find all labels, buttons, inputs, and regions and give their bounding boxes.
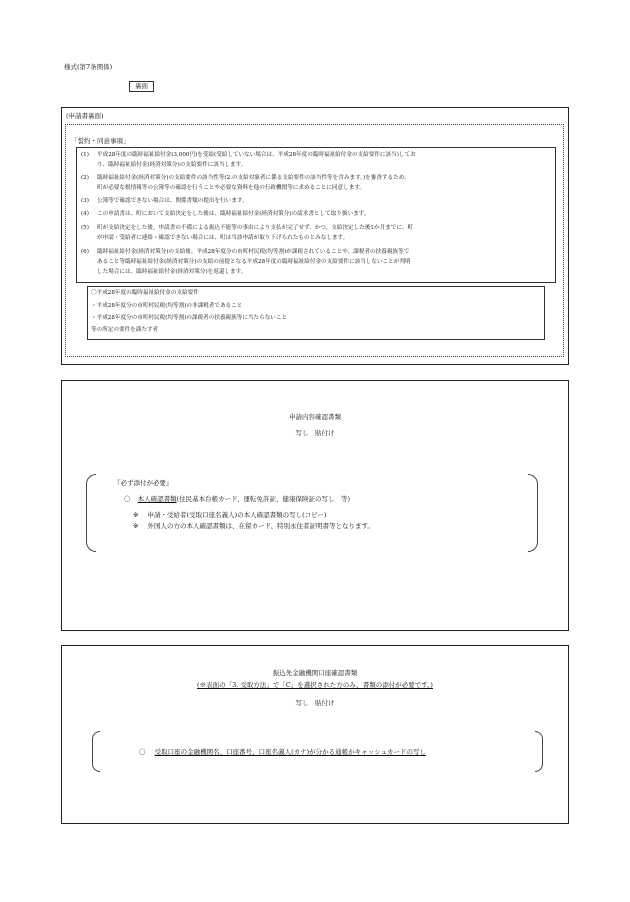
item-number: (3) [81, 198, 89, 204]
requirement-line: 等の所定の要件を満たす者 [91, 327, 159, 333]
item-text: あること等臨時福祉給付金(経済対策分)の支給の前提となる平成28年度の臨時福祉給付金の支給要件に該当しないことが判明 [97, 259, 411, 265]
form-label: 様式(第7条関係) [64, 63, 113, 71]
note-mark: ※ [133, 511, 139, 519]
terms-list [76, 147, 556, 283]
document-item [124, 496, 350, 503]
note [133, 512, 326, 519]
item-text: り、臨時福祉給付金(経済対策分)の支給要件に該当します。 [97, 162, 247, 168]
requirement-line: ・平成28年度分の市町村民税(均等割)の非課税者であること [91, 303, 243, 309]
requirements-box [87, 286, 545, 340]
circle-bullet: 〇 [139, 748, 146, 756]
right-bracket [535, 731, 543, 772]
circle-bullet: 〇 [124, 495, 131, 503]
document-name: 本人確認書類 [137, 495, 177, 503]
paste-label: 写し 貼付け [295, 699, 335, 707]
item-text: この申請書は、町において支給決定をした後は、臨時福祉給付金(経済対策分)の請求書として取り扱います。 [97, 211, 370, 217]
note-mark: ※ [133, 522, 139, 530]
section-subtitle: (※表面の「3. 受取方法」で「C」を選択された方のみ、書類の添付が必要です。) [197, 681, 433, 689]
item-number: (5) [81, 225, 89, 231]
item-text: 町が支給決定をした後、申請書の不備による振込不能等の事由により支払が完了せず、かつ、支給決定した後1か月までに、町 [97, 225, 414, 231]
note-text: 申請・受給者(受取口座名義人)の本人確認書類の写し(コピー) [147, 511, 327, 519]
bank-document-text: 受取口座の金融機関名、口座番号、口座名義人(カナ)が分かる通帳かキャッシュカードの写し [154, 748, 427, 756]
section-title: 振込先金融機関口座確認書類 [272, 669, 358, 677]
paste-label: 写し 貼付け [295, 429, 335, 437]
note-text: 外国人の方の本人確認書類は、在留カード、特別永住者証明書等となります。 [147, 522, 374, 530]
item-text: 公簿等で確認できない場合は、関係書類の提出を行います。 [97, 198, 248, 204]
item-text: が申請・受給者に連絡・確認できない場合には、町は当該申請が取り下げられたものとみなします。 [97, 235, 349, 241]
item-text: 町が必要な税情報等の公簿等の確認を行うことや必要な資料を他の行政機関等に求めることに同意します。 [97, 185, 366, 191]
side-badge: 裏面 [129, 81, 154, 92]
item-text: した場合には、臨時福祉給付金(経済対策分)を返還します。 [97, 269, 247, 275]
right-bracket [528, 474, 538, 552]
document-detail: (住民基本台帳カード、運転免許証、健康保険証の写し 等) [176, 495, 351, 503]
item-number: (4) [81, 211, 89, 217]
item-number: (1) [81, 152, 89, 158]
item-text: 臨時福祉給付金(経済対策分)の支給要件の該当性等(2.の支給対象者に係る支給要件の該当性等を含みます。)を審査するため、 [97, 175, 410, 181]
document-item [139, 749, 426, 756]
section-title: 申請内容確認書類 [289, 413, 341, 421]
item-number: (6) [81, 249, 89, 255]
item-number: (2) [81, 175, 89, 181]
pledge-heading: 「誓約・同意事項」 [71, 137, 130, 145]
item-text: 臨時福祉給付金(経済対策分)の支給後、平成28年度分の市町村民税(均等割)が課税されていることや、課税者の扶養親族等で [97, 249, 410, 255]
left-bracket [86, 474, 96, 552]
required-label: 『必ず添付が必要』 [114, 479, 173, 487]
item-text: 平成28年度の臨時福祉給付金(3,000円)を受給(受給していない場合は、平成28年度の臨時福祉給付金の支給要件に該当)してお [97, 152, 416, 158]
section-title: (申請書裏面) [66, 112, 104, 120]
requirements-title: 〇平成28年度の臨時福祉給付金の支給要件 [91, 290, 199, 296]
left-bracket [92, 731, 100, 772]
note [133, 523, 374, 530]
requirement-line: ・平成28年度分の市町村民税(均等割)の課税者の扶養親族等に当たらないこと [91, 315, 288, 321]
